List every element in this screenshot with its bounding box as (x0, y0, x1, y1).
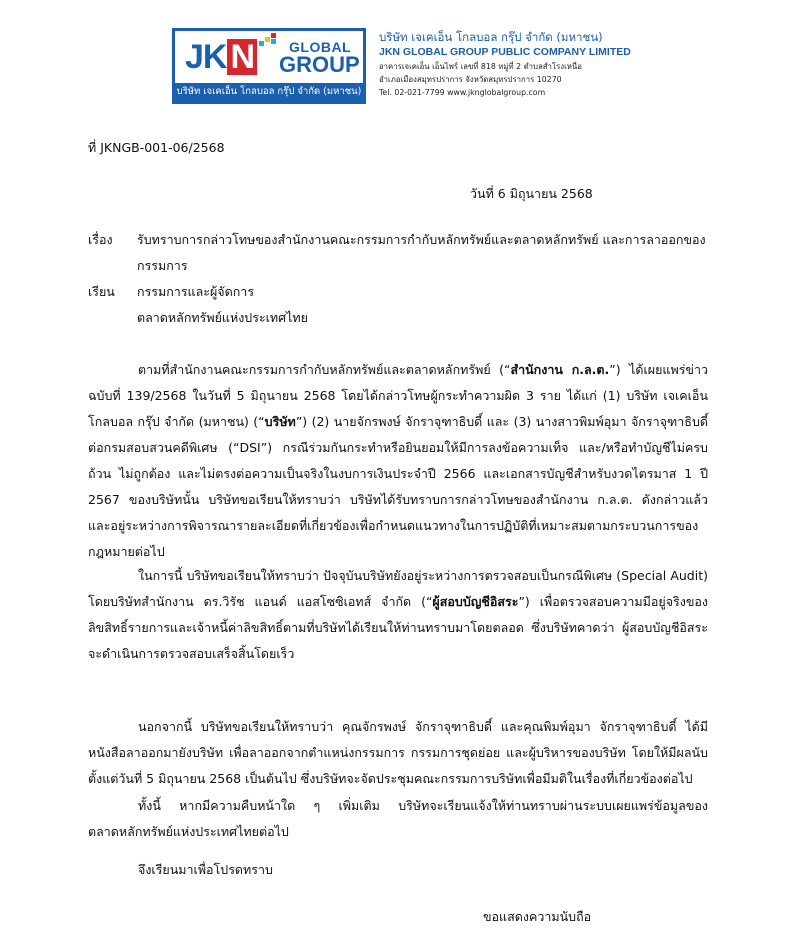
recipient-line-2: ตลาดหลักทรัพย์แห่งประเทศไทย (137, 310, 308, 325)
letter-date: วันที่ 6 มิถุนายน 2568 (470, 186, 593, 201)
contact-line: Tel. 02-021-7799 www.jknglobalgroup.com (379, 88, 546, 97)
logo-strip-text: บริษัท เจเคเอ็น โกลบอล กรุ๊ป จำกัด (มหาชน) (176, 86, 362, 97)
reference-number: ที่ JKNGB-001-06/2568 (88, 140, 225, 155)
body-paragraph-2: ในการนี้ บริษัทขอเรียนให้ทราบว่า ปัจจุบันบริษัทยังอยู่ระหว่างการตรวจสอบเป็นกรณีพิเศษ (Special Audit) โดยบริษัทสำนักงาน ดร.วิรัช แอนด์ แอสโซซิเอทส์ จำกัด (“ผู้สอบบัญชีอิสระ”) เพื่อตรวจสอบความมีอยู่จริงของลิขสิทธิ์รายการและเจ้าหนี้ค่าลิขสิทธิ์ตามที่บริษัทได้เรียนให้ท่านทราบมาโดยตลอด ซึ่งบริษัทคาดว่า ผู้สอบบัญชีอิสระจะดำเนินการตรวจสอบเสร็จสิ้นโดยเร็ว (88, 568, 708, 661)
logo-global-text: GLOBAL (289, 39, 352, 55)
recipient-line-1: กรรมการและผู้จัดการ (137, 284, 255, 299)
address-line-1: อาคารเจเคเอ็น เอ็นไพร์ เลขที่ 818 หมู่ที่ 2 ตำบลสำโรงเหนือ (379, 62, 582, 71)
closing-request: จึงเรียนมาเพื่อโปรดทราบ (138, 862, 273, 877)
sign-off: ขอแสดงความนับถือ (483, 909, 592, 924)
subject-line-1: รับทราบการกล่าวโทษของสำนักงานคณะกรรมการกำกับหลักทรัพย์และตลาดหลักทรัพย์ และการลาออกของ (137, 232, 706, 247)
body-paragraph-1: ตามที่สำนักงานคณะกรรมการกำกับหลักทรัพย์และตลาดหลักทรัพย์ (“สำนักงาน ก.ล.ต.”) ได้เผยแพร่ข่าว ฉบับที่ 139/2568 ในวันที่ 5 มิถุนายน 2568 โดยได้กล่าวโทษผู้กระทำความผิด 3 ราย ได้แก่ (1) บริษัท เจเคเอ็น โกลบอล กรุ๊ป จำกัด (มหาชน) (“บริษัท”) (2) นายจักรพงษ์ จักราจุฑาธิบดี์ และ (3) นางสาวพิมพ์อุมา จักราจุฑาธิบดี์ ต่อกรมสอบสวนคดีพิเศษ (“DSI”) กรณีร่วมกันกระทำหรือยินยอมให้มีการลงข้อความเท็จ และ/หรือทำบัญชีไม่ครบถ้วน ไม่ถูกต้อง และไม่ตรงต่อความเป็นจริงในงบการเงินประจำปี 2566 และเอกสารบัญชีสำหรับงวดไตรมาส 1 ปี 2567 ของบริษัทนั้น บริษัทขอเรียนให้ทราบว่า บริษัทได้รับทราบการกล่าวโทษของสำนักงาน ก.ล.ต. ดังกล่าวแล้ว และอยู่ระหว่างการพิจารณารายละเอียดที่เกี่ยวข้องเพื่อกำหนดแนวทางในการปฏิบัติที่เหมาะสมตามกระบวนการของกฎหมายต่อไป (88, 362, 708, 559)
term-company: บริษัท (264, 414, 296, 429)
body-paragraph-4: ทั้งนี้ หากมีความคืบหน้าใด ๆ เพิ่มเติม บริษัทจะเรียนแจ้งให้ท่านทราบผ่านระบบเผยแพร่ข้อมูลของตลาดหลักทรัพย์แห่งประเทศไทยต่อไป (88, 798, 708, 839)
body-paragraph-3: นอกจากนี้ บริษัทขอเรียนให้ทราบว่า คุณจักรพงษ์ จักราจุฑาธิบดี์ และคุณพิมพ์อุมา จักราจุฑาธิบดี์ ได้มีหนังสือลาออกมายังบริษัท เพื่อลาออกจากตำแหน่งกรรมการ กรรมการชุดย่อย และผู้บริหารของบริษัท โดยให้มีผลนับตั้งแต่วันที่ 5 มิถุนายน 2568 เป็นต้นไป ซึ่งบริษัทจะจัดประชุมคณะกรรมการบริษัทเพื่อมีมติในเรื่องที่เกี่ยวข้องต่อไป (88, 719, 708, 786)
term-sec-office: สำนักงาน ก.ล.ต. (510, 362, 610, 377)
logo-jkn-wordmark: JK N (185, 39, 257, 75)
company-name-th: บริษัท เจเคเอ็น โกลบอล กรุ๊ป จำกัด (มหาชน) (379, 30, 603, 44)
subject-line-2: กรรมการ (137, 258, 188, 273)
company-logo (172, 28, 366, 104)
company-name-en: JKN GLOBAL GROUP PUBLIC COMPANY LIMITED (379, 46, 631, 58)
address-line-2: อำเภอเมืองสมุทรปราการ จังหวัดสมุทรปราการ 10270 (379, 75, 562, 84)
logo-group-text: GROUP (279, 52, 360, 77)
company-info (379, 30, 639, 99)
subject-label: เรื่อง (88, 232, 113, 247)
term-independent-auditor: ผู้สอบบัญชีอิสระ (432, 594, 519, 609)
logo-panel (175, 31, 363, 83)
recipient-label: เรียน (88, 284, 115, 299)
